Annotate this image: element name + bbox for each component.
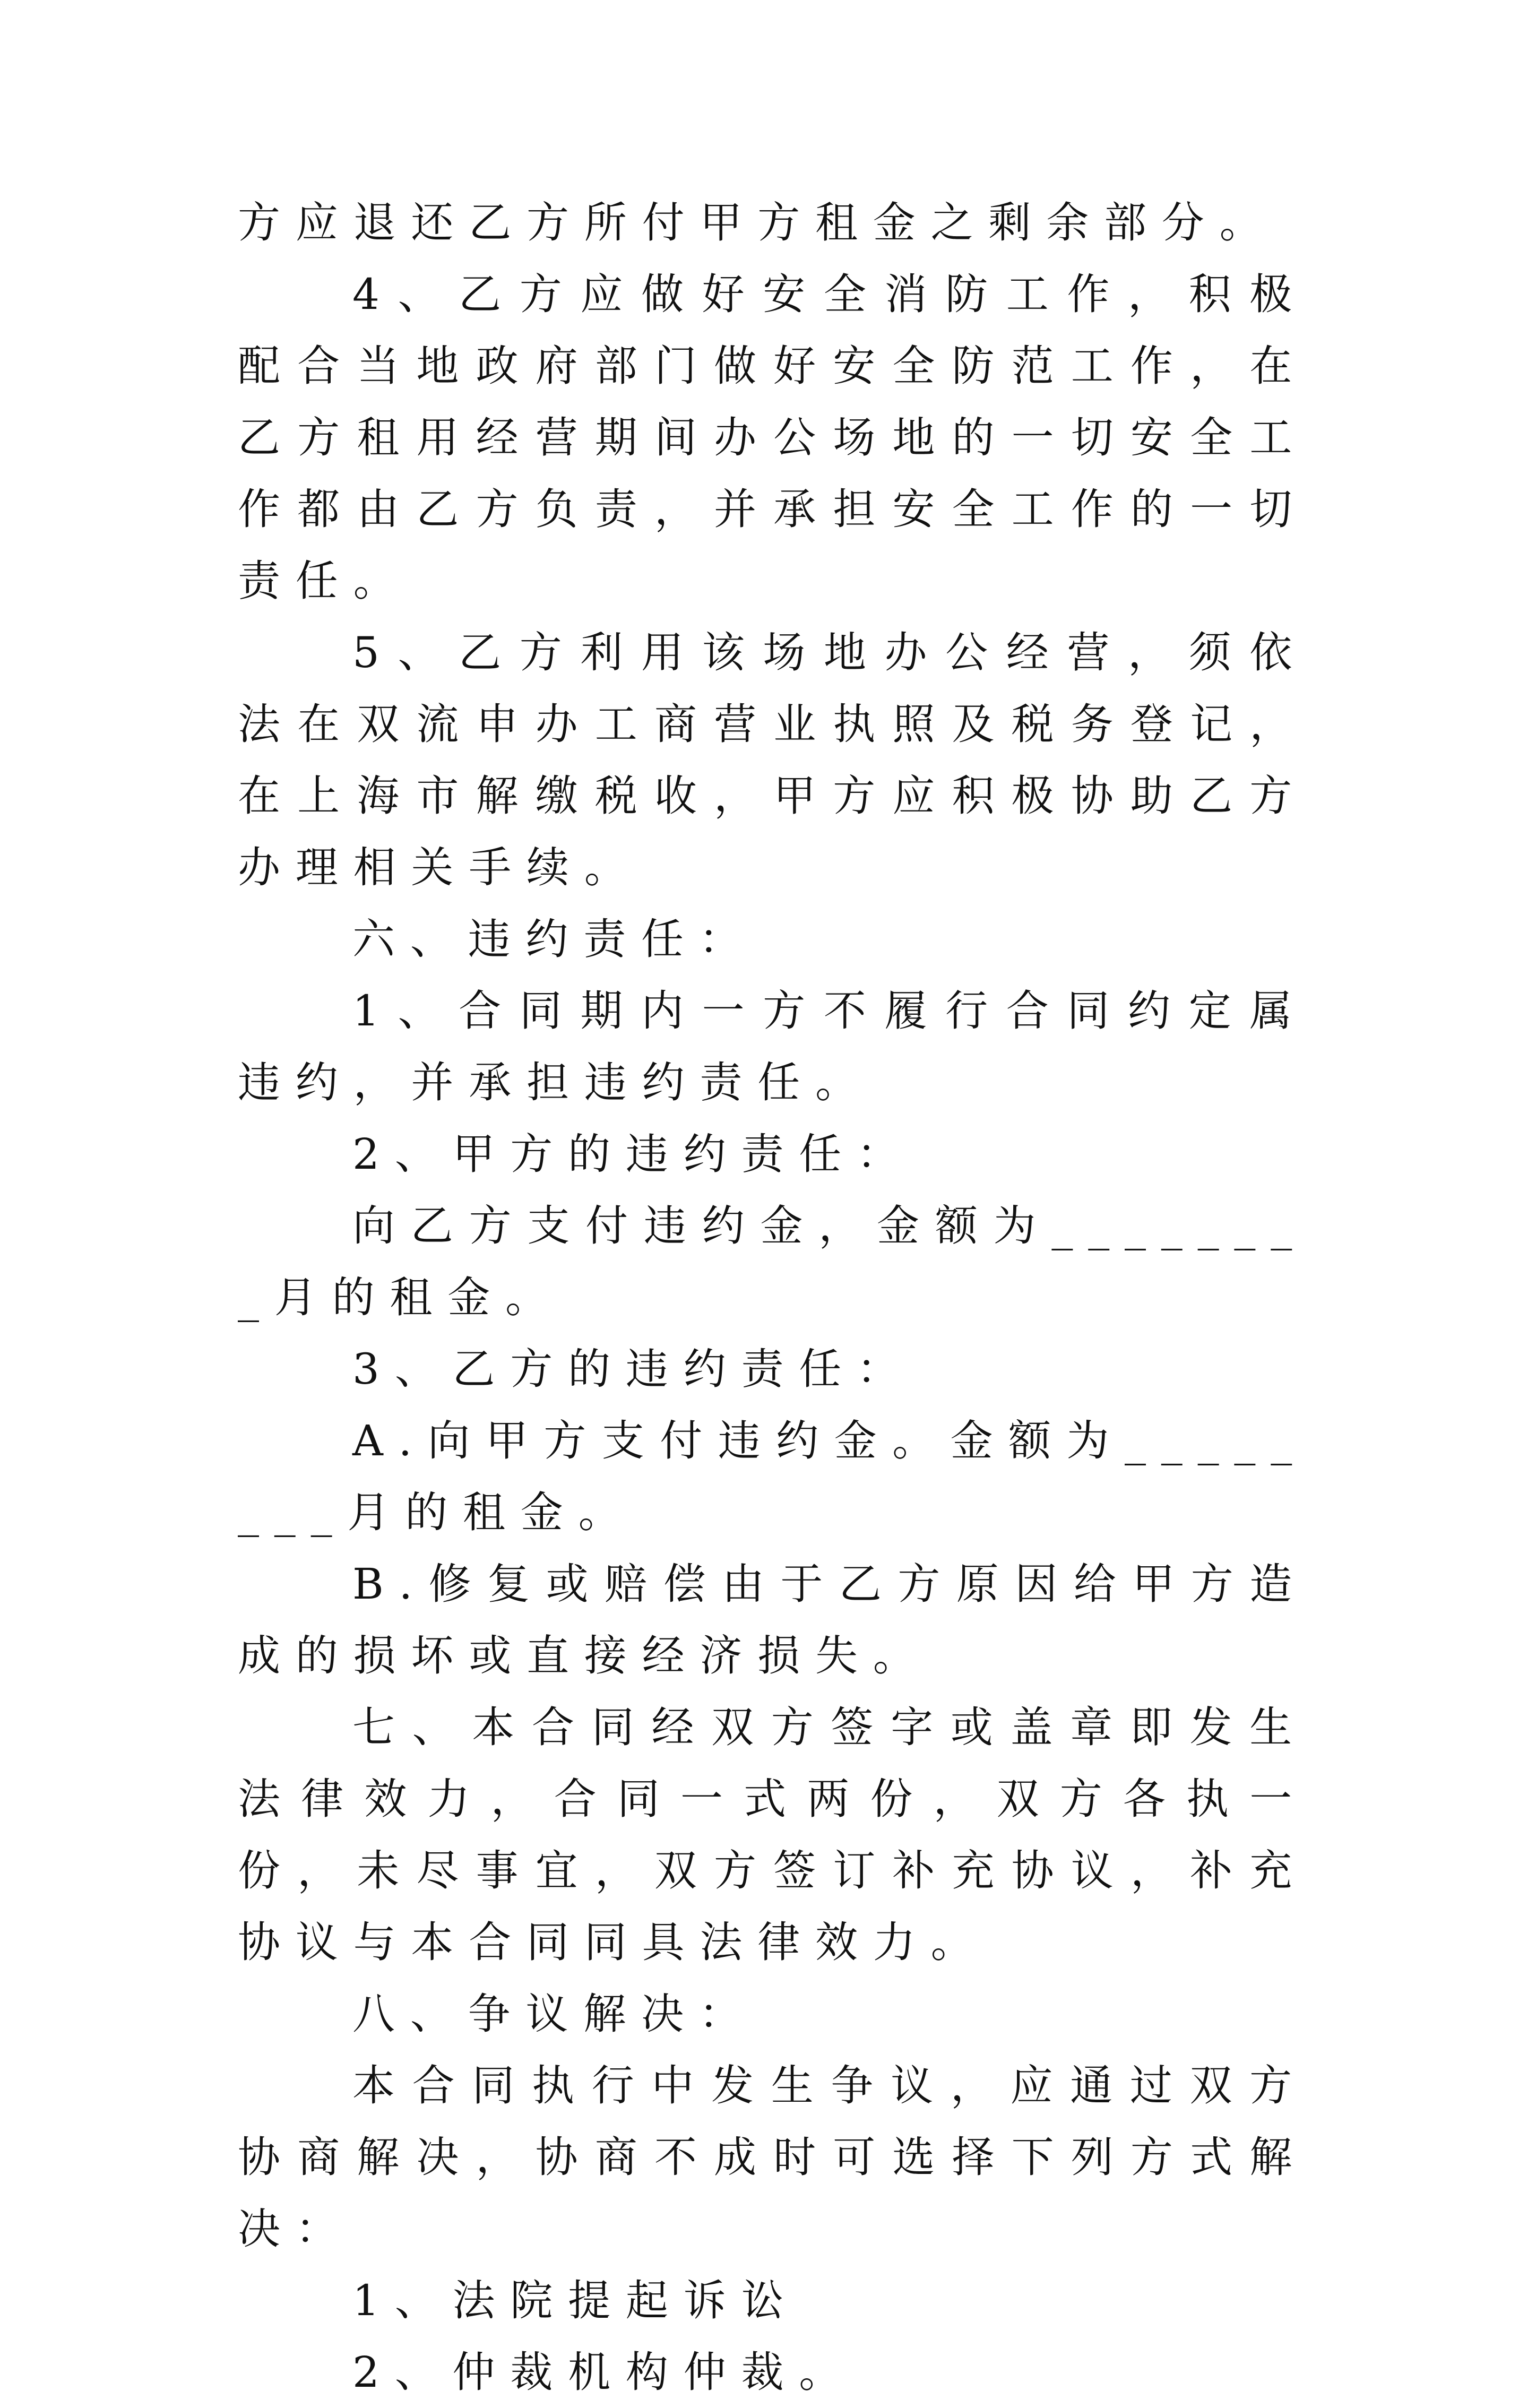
paragraph-party-b-liability: 3、乙方的违约责任： [352,1344,914,1394]
heading-breach-liability: 六、违约责任： [352,914,757,964]
document-body [238,187,1307,2408]
paragraph-party-a-penalty: 向乙方支付违约金，金额为________月的租金。 [238,1201,1307,1322]
paragraph-party-b-compensation: B.修复或赔偿由于乙方原因给甲方造成的损坏或直接经济损失。 [238,1559,1307,1680]
paragraph-safety-fire: 4、乙方应做好安全消防工作，积极配合当地政府部门做好安全防范工作，在乙方租用经营期间办公场地的一切安全工作都由乙方负责，并承担安全工作的一切责任。 [238,270,1307,606]
paragraph-option-litigation: 1、法院提起诉讼 [352,2276,799,2325]
paragraph-party-a-liability: 2、甲方的违约责任： [352,1129,914,1179]
paragraph-effectiveness: 七、本合同经双方签字或盖章即发生法律效力，合同一式两份，双方各执一份，未尽事宜，双方签订补充协议，补充协议与本合同同具法律效力。 [238,1703,1307,1967]
heading-dispute-resolution: 八、争议解决： [352,1989,757,2039]
paragraph-option-arbitration: 2、仲裁机构仲裁。 [352,2347,857,2397]
paragraph-party-b-penalty: A.向甲方支付违约金。金额为________月的租金。 [238,1416,1307,1537]
paragraph-refund-remainder: 方应退还乙方所付甲方租金之剩余部分。 [238,198,1278,247]
paragraph-breach-general: 1、合同期内一方不履行合同约定属违约，并承担违约责任。 [238,986,1307,1107]
paragraph-business-license: 5、乙方利用该场地办公经营，须依法在双流申办工商营业执照及税务登记，在上海市解缴税收，甲方应积极协助乙方办理相关手续。 [238,628,1307,892]
paragraph-dispute-negotiation: 本合同执行中发生争议，应通过双方协商解决，协商不成时可选择下列方式解决： [238,2061,1307,2254]
